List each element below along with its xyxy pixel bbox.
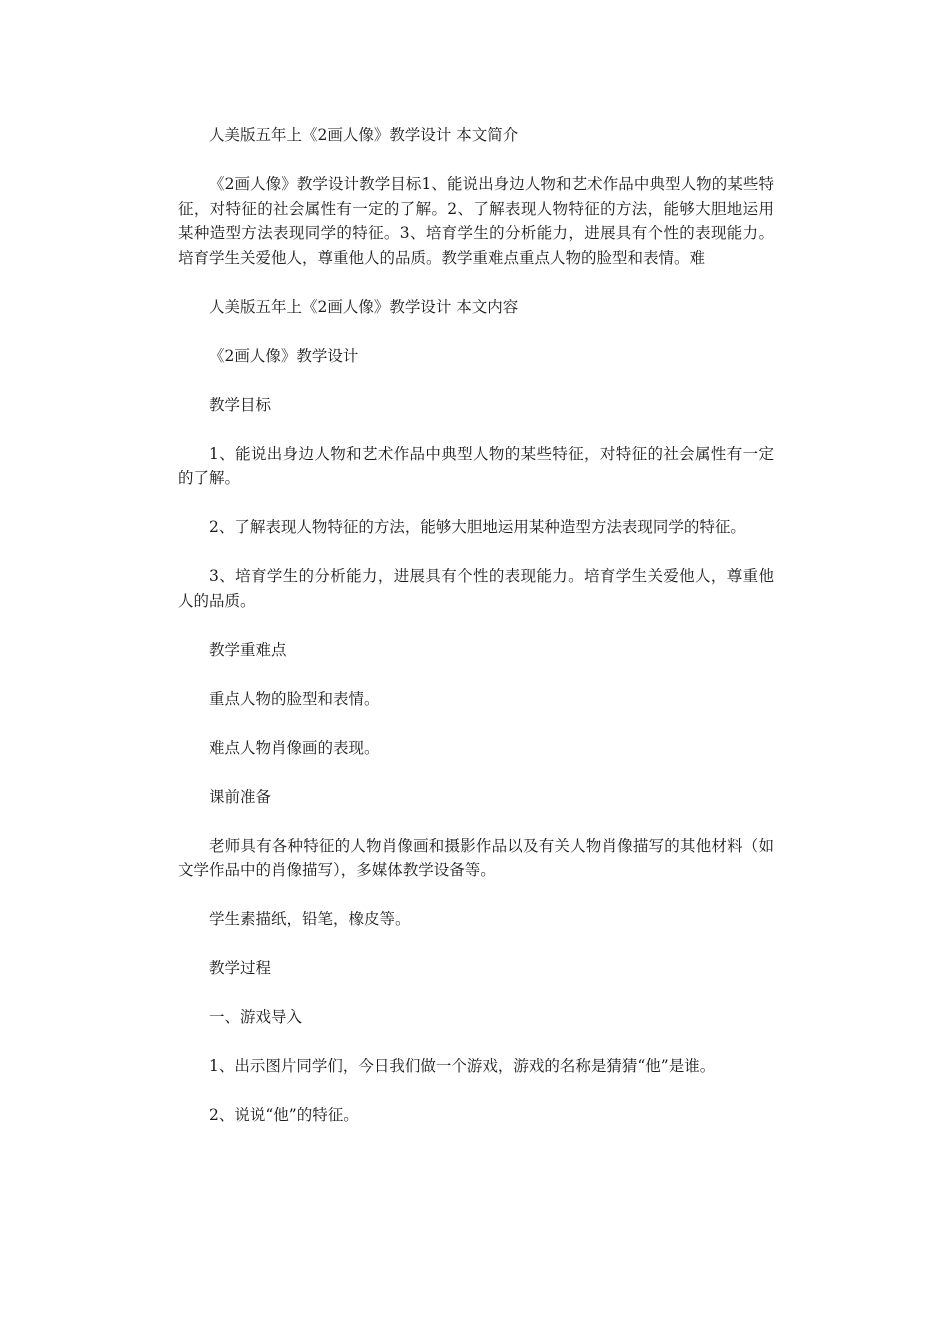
process-step-item: 2、说说“他”的特征。	[209, 1106, 359, 1124]
process-step-item: 1、出示图片同学们，今日我们做一个游戏，游戏的名称是猜猜“他”是谁。	[209, 1057, 716, 1075]
difficult-point-item: 难点人物肖像画的表现。	[209, 738, 380, 757]
content-heading: 人美版五年上《2画人像》教学设计 本文内容	[209, 297, 519, 316]
design-title: 《2画人像》教学设计	[209, 346, 359, 365]
objective-item: 1、能说出身边人物和艺术作品中典型人物的某些特征，对特征的社会属性有一定的了解。	[178, 444, 774, 487]
student-preparation: 学生素描纸，铅笔，橡皮等。	[209, 910, 411, 928]
section-heading-process: 教学过程	[209, 959, 272, 977]
intro-summary: 《2画人像》教学设计教学目标1、能说出身边人物和艺术作品中典型人物的某些特征，对特征的社会属性有一定的了解。2、了解表现人物特征的方法，能够大胆地运用某种造型方法表现同学的特征。3、培育学生的分析能力，进展具有个性的表现能力。培育学生关爱他人，尊重他人的品质。教学重难点重点人物的脸型和表情。难	[178, 175, 774, 267]
document-body	[178, 123, 774, 1152]
key-point-item: 重点人物的脸型和表情。	[209, 689, 380, 708]
intro-heading: 人美版五年上《2画人像》教学设计 本文简介	[209, 126, 519, 144]
objective-item: 2、了解表现人物特征的方法，能够大胆地运用某种造型方法表现同学的特征。	[209, 518, 746, 536]
section-heading-key-points: 教学重难点	[209, 640, 287, 659]
process-step-heading: 一、游戏导入	[209, 1008, 303, 1026]
teacher-preparation: 老师具有各种特征的人物肖像画和摄影作品以及有关人物肖像描写的其他材料（如文学作品中的肖像描写），多媒体教学设备等。	[178, 836, 774, 879]
section-heading-preparation: 课前准备	[209, 787, 272, 806]
objective-item: 3、培育学生的分析能力，进展具有个性的表现能力。培育学生关爱他人，尊重他人的品质。	[178, 567, 774, 610]
section-heading-objectives: 教学目标	[209, 395, 272, 414]
